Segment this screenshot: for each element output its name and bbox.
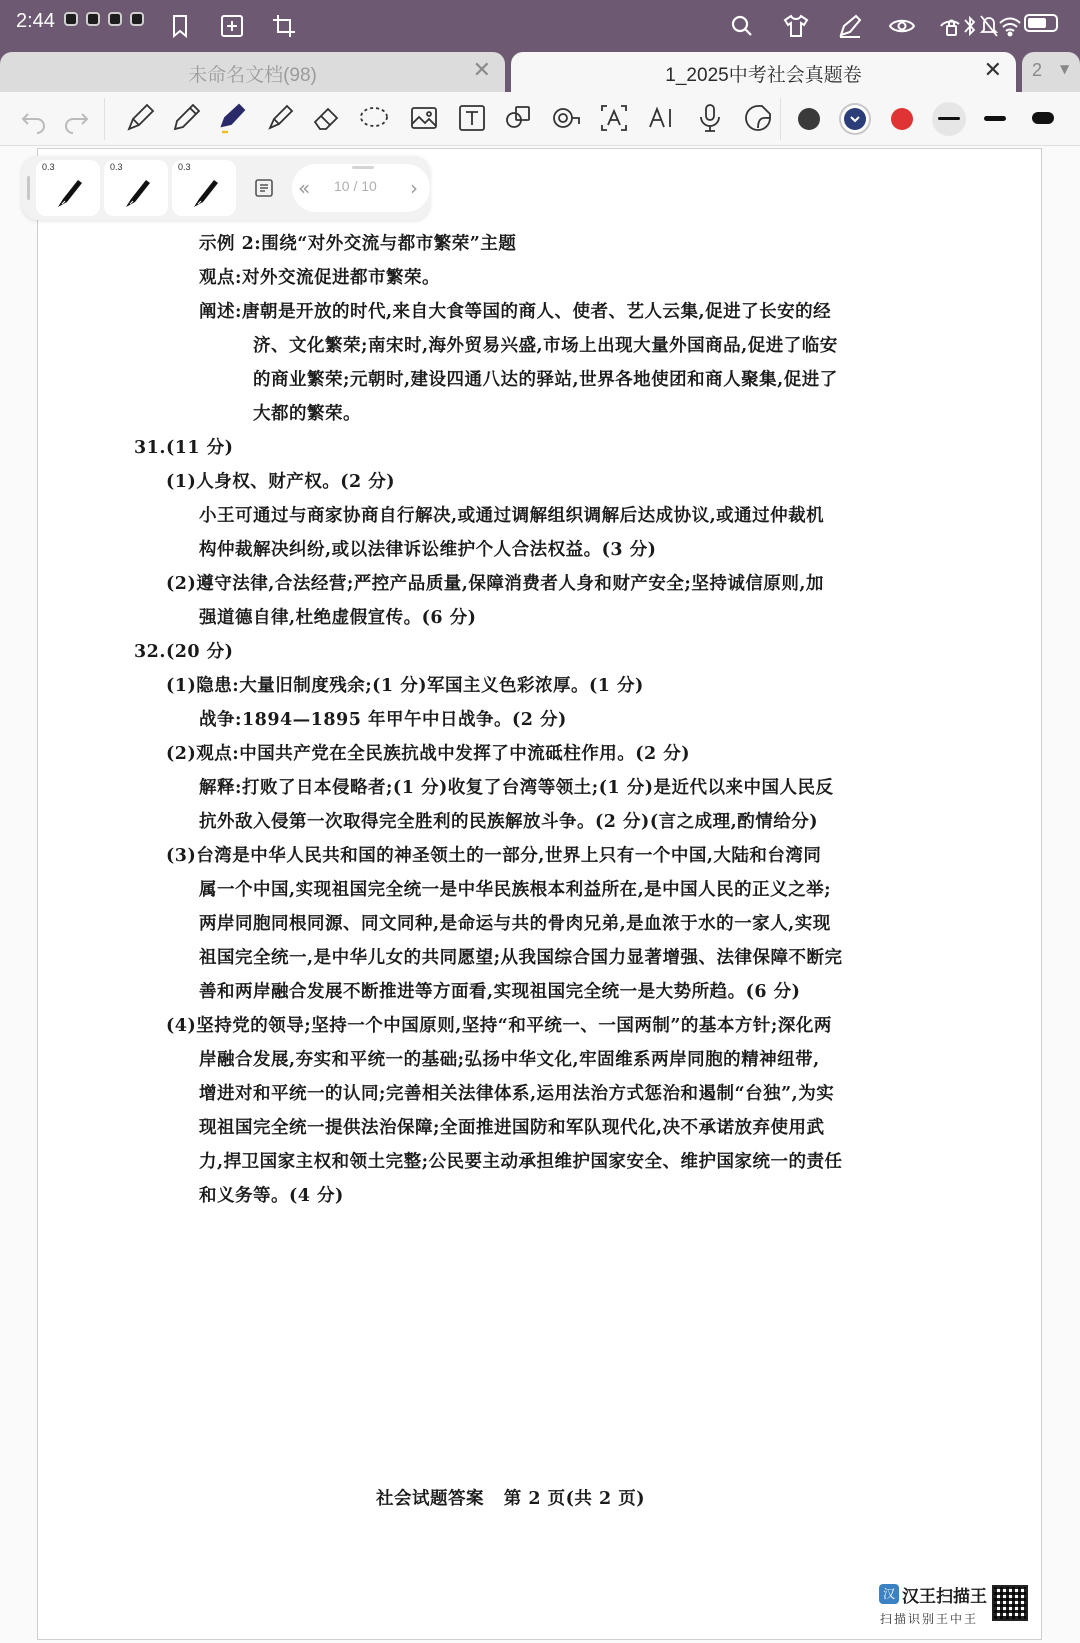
question-heading: 31.(11 分)	[134, 438, 234, 458]
fountain-pen-icon	[122, 174, 154, 210]
stroke-thin-selected[interactable]	[932, 102, 966, 136]
fountain-pen-icon	[54, 174, 86, 210]
page-footer: 社会试题答案 第 2 页(共 2 页)	[376, 1489, 646, 1509]
doc-line: 祖国完全统一,是中华儿女的共同愿望;从我国综合国力显著增强、法律保障不断完	[199, 948, 843, 968]
tab-label: 1_2025中考社会真题卷	[665, 65, 862, 86]
notification-icons	[64, 12, 144, 26]
eye-icon[interactable]	[888, 12, 916, 40]
watermark-brand: 汉王扫描王	[902, 1587, 987, 1607]
color-swatch-red[interactable]	[891, 108, 913, 130]
doc-line: 属一个中国,实现祖国完全统一是中华民族根本利益所在,是中国人民的正义之举;	[199, 880, 832, 900]
tab-untitled-document[interactable]	[0, 52, 505, 92]
first-page-icon[interactable]: «	[298, 176, 311, 200]
search-icon[interactable]	[728, 12, 756, 40]
doc-line: (2)遵守法律,合法经营;严控产品质量,保障消费者人身和财产安全;坚持诚信原则,加	[166, 574, 824, 594]
image-icon[interactable]	[408, 102, 440, 134]
page-navigator	[292, 164, 430, 212]
status-time: 2:44	[16, 10, 55, 32]
doc-line: 大都的繁荣。	[253, 404, 361, 424]
doc-line: 岸融合发展,夯实和平统一的基础;弘扬中华文化,牢固维系两岸同胞的精神纽带,	[199, 1050, 820, 1070]
color-swatch-navy-selected[interactable]	[844, 108, 866, 130]
drag-handle[interactable]	[352, 166, 374, 169]
doc-line: 现祖国完全统一提供法治保障;全面推进国防和军队现代化,决不承诺放弃使用武	[199, 1118, 825, 1138]
tab-overflow[interactable]	[1022, 52, 1080, 92]
stroke-medium[interactable]	[984, 116, 1006, 121]
doc-line: 解释:打败了日本侵略者;(1 分)收复了台湾等领土;(1 分)是近代以来中国人民反	[199, 778, 834, 798]
tape-icon[interactable]	[550, 102, 582, 134]
app-notification-icon	[130, 12, 144, 26]
shapes-icon[interactable]	[502, 102, 534, 134]
pen-presets-panel	[22, 156, 430, 220]
doc-line: 增进对和平统一的认同;完善相关法律体系,运用法治方式惩治和遏制“台独”,为实	[199, 1084, 835, 1104]
pen-preset-3[interactable]	[172, 160, 236, 216]
doc-line: 善和两岸融合发展不断推进等方面看,实现祖国完全统一是大势所趋。(6 分)	[199, 982, 801, 1002]
lasso-icon[interactable]	[358, 102, 390, 134]
app-notification-icon	[108, 12, 122, 26]
doc-line: (4)坚持党的领导;坚持一个中国原则,坚持“和平统一、一国两制”的基本方针;深化两	[166, 1016, 832, 1036]
marker-pen-icon[interactable]	[216, 102, 248, 134]
pen-edit-icon[interactable]	[836, 12, 864, 40]
doc-line: 构仲裁解决纠纷,或以法律诉讼维护个人合法权益。(3 分)	[199, 540, 657, 560]
app-notification-icon	[86, 12, 100, 26]
doc-line: 抗外敌入侵第一次取得完全胜利的民族解放斗争。(2 分)(言之成理,酌情给分)	[199, 812, 818, 832]
app-notification-icon	[64, 12, 78, 26]
drag-handle[interactable]	[27, 176, 30, 200]
doc-line: 济、文化繁荣;南宋时,海外贸易兴盛,市场上出现大量外国商品,促进了临安	[253, 336, 838, 356]
doc-line: 两岸同胞同根同源、同文同种,是命运与共的骨肉兄弟,是血浓于水的一家人,实现	[199, 914, 831, 934]
question-heading: 32.(20 分)	[134, 642, 234, 662]
toolbar-divider	[780, 98, 781, 140]
doc-line: 小王可通过与商家协商自行解决,或通过调解组织调解后达成协议,或通过仲裁机	[199, 506, 825, 526]
highlighter-icon[interactable]	[264, 102, 296, 134]
tab-exam-paper[interactable]	[511, 52, 1016, 92]
page-indicator[interactable]: 10 / 10	[334, 178, 377, 194]
battery-icon	[1024, 14, 1058, 32]
ocr-text-icon[interactable]	[598, 102, 630, 134]
doc-line: 示例 2:围绕“对外交流与都市繁荣”主题	[199, 234, 517, 254]
next-page-icon[interactable]: ›	[410, 176, 418, 200]
pen-size-label: 0.3	[110, 162, 123, 172]
fountain-pen-icon[interactable]	[124, 102, 156, 134]
doc-line: 力,捍卫国家主权和领土完整;公民要主动承担维护国家安全、维护国家统一的责任	[199, 1152, 843, 1172]
doc-line: (2)观点:中国共产党在全民族抗战中发挥了中流砥柱作用。(2 分)	[166, 744, 691, 764]
pen-size-label: 0.3	[178, 162, 191, 172]
ai-icon[interactable]	[646, 102, 678, 134]
pen-preset-1[interactable]	[36, 160, 100, 216]
stroke-thick[interactable]	[1032, 112, 1054, 124]
color-swatch-dark-gray[interactable]	[798, 108, 820, 130]
undo-icon[interactable]	[18, 102, 50, 134]
sticker-icon[interactable]	[742, 102, 774, 134]
toolbar-divider	[104, 98, 105, 140]
redo-icon[interactable]	[60, 102, 92, 134]
text-box-icon[interactable]	[456, 102, 488, 134]
doc-line: (3)台湾是中华人民共和国的神圣领土的一部分,世界上只有一个中国,大陆和台湾同	[166, 846, 822, 866]
pen-size-label: 0.3	[42, 162, 55, 172]
annotation-toolbar	[0, 92, 1080, 146]
bookmark-icon[interactable]	[166, 12, 194, 40]
close-icon[interactable]: ✕	[472, 58, 491, 83]
tab-bar	[0, 52, 1080, 92]
qr-code	[992, 1585, 1028, 1621]
doc-line: 阐述:唐朝是开放的时代,来自大食等国的商人、使者、艺人云集,促进了长安的经	[199, 302, 832, 322]
doc-line: 的商业繁荣;元朝时,建设四通八达的驿站,世界各地使团和商人聚集,促进了	[253, 370, 838, 390]
theme-icon[interactable]	[782, 12, 810, 40]
doc-line: (1)隐患:大量旧制度残余;(1 分)军国主义色彩浓厚。(1 分)	[166, 676, 644, 696]
close-icon[interactable]: ✕	[983, 58, 1002, 83]
chevron-down-icon: ▼	[1060, 62, 1070, 76]
crop-icon[interactable]	[270, 12, 298, 40]
doc-line: 观点:对外交流促进都市繁荣。	[199, 268, 440, 288]
wifi-icon	[998, 12, 1022, 40]
pen-preset-2[interactable]	[104, 160, 168, 216]
pen-list-icon[interactable]	[254, 178, 274, 198]
doc-line: 强道德自律,杜绝虚假宣传。(6 分)	[199, 608, 477, 628]
fountain-pen-icon	[190, 174, 222, 210]
pencil-icon[interactable]	[170, 102, 202, 134]
tab-label: 未命名文档(98)	[188, 65, 317, 86]
scanner-logo-icon: 汉	[879, 1584, 899, 1604]
watermark-slogan: 扫描识别王中王	[880, 1612, 979, 1626]
doc-line: 战争:1894—1895 年甲午中日战争。(2 分)	[199, 710, 567, 730]
doc-line: (1)人身权、财产权。(2 分)	[166, 472, 396, 492]
bluetooth-icon	[960, 12, 980, 40]
tab-label: 2	[1032, 60, 1043, 80]
eraser-icon[interactable]	[310, 102, 342, 134]
mute-icon	[978, 12, 1000, 40]
add-page-icon[interactable]	[218, 12, 246, 40]
microphone-icon[interactable]	[694, 102, 726, 134]
doc-line: 和义务等。(4 分)	[199, 1186, 344, 1206]
status-bar	[0, 0, 1080, 52]
